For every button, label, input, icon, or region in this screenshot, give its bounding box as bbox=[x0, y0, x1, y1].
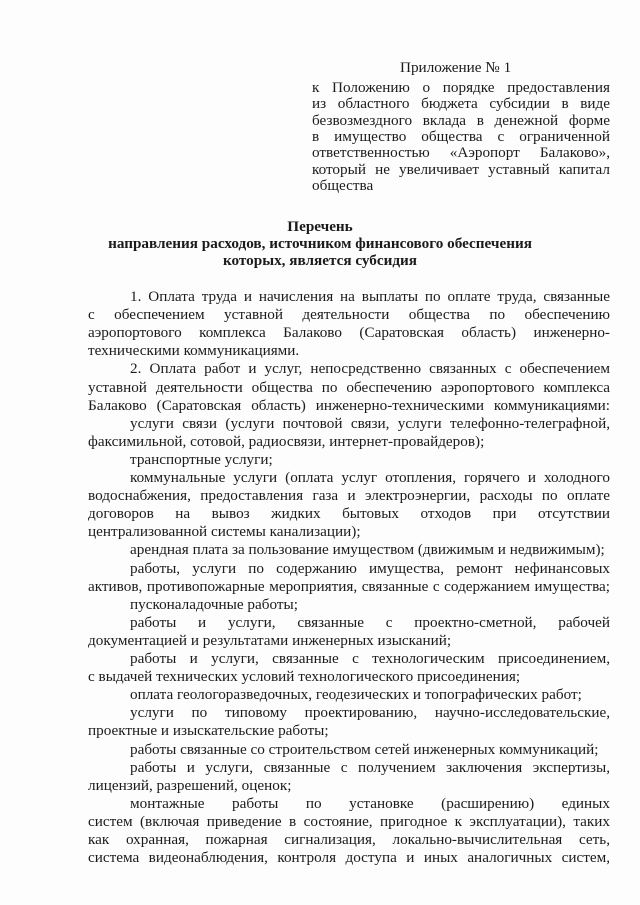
body-line: документацией и результатами инженерных изысканий; bbox=[88, 631, 452, 649]
appendix-line: к Положению о порядке предоставления bbox=[312, 79, 610, 96]
appendix-line: в имущество общества с ограниченной bbox=[312, 127, 610, 145]
document-subtitle-line-2: которых, является субсидия bbox=[222, 252, 418, 269]
body-line: 2. Оплата работ и услуг, непосредственно связанных с обеспечением bbox=[130, 360, 610, 378]
body-line: с обеспечением уставной деятельности общества по обеспечению bbox=[88, 306, 610, 324]
body-line: работы и услуги, связанные с технологическим присоединением, bbox=[130, 650, 610, 667]
body-line: систем (включая приведение в состояние, пригодное к эксплуатации), таких bbox=[88, 812, 610, 830]
body-line: проектные и изыскательские работы; bbox=[88, 722, 329, 740]
body-line: активов, противопожарные мероприятия, связанные с содержанием имущества; bbox=[88, 577, 610, 595]
appendix-line: из областного бюджета субсидии в виде bbox=[312, 95, 610, 113]
body-line: услуги по типовому проектированию, научно-исследовательские, bbox=[130, 704, 610, 722]
body-line: арендная плата за пользование имуществом (движимым и недвижимым); bbox=[130, 541, 605, 559]
body-line: факсимильной, сотовой, радиосвязи, интернет-провайдеров); bbox=[88, 432, 485, 450]
body-line: лицензий, разрешений, оценок; bbox=[88, 776, 292, 794]
body-line: как охранная, пожарная сигнализация, локально-вычислительная сеть, bbox=[88, 831, 610, 848]
body-line: услуги связи (услуги почтовой связи, услуги телефонно-телеграфной, bbox=[130, 414, 610, 432]
body-line: с выдачей технических условий технологического присоединения; bbox=[88, 668, 521, 686]
document-subtitle-line-1: направления расходов, источником финансового обеспечения bbox=[108, 235, 532, 252]
body-line: пусконаладочные работы; bbox=[130, 595, 298, 613]
appendix-line: безвозмездного вклада в денежной форме bbox=[312, 111, 610, 129]
body-line: система видеонаблюдения, контроля доступа и иных аналогичных систем, bbox=[88, 849, 610, 867]
body-line: работы и услуги, связанные с получением заключения экспертизы, bbox=[130, 758, 610, 776]
body-line: техническими коммуникациями. bbox=[88, 342, 300, 360]
appendix-line: который не увеличивает уставный капитал bbox=[312, 160, 610, 178]
body-line: 1. Оплата труда и начисления на выплаты по оплате труда, связанные bbox=[130, 288, 610, 305]
body-line: транспортные услуги; bbox=[130, 450, 273, 468]
body-line: Балаково (Саратовская область) инженерно-техническими коммуникациями: bbox=[88, 396, 610, 414]
body-line: централизованной системы канализации); bbox=[88, 523, 361, 541]
body-line: договоров на вывоз жидких бытовых отходов при отсутствии bbox=[88, 505, 610, 523]
body-line: водоснабжения, предоставления газа и электроэнергии, расходы по оплате bbox=[88, 487, 610, 505]
appendix-line: ответственностью «Аэропорт Балаково», bbox=[312, 144, 610, 162]
body-line: работы, услуги по содержанию имущества, ремонт нефинансовых bbox=[130, 559, 610, 577]
document-title: Перечень bbox=[287, 218, 353, 235]
appendix-label: Приложение № 1 bbox=[400, 59, 512, 76]
appendix-line: общества bbox=[312, 176, 374, 194]
body-line: оплата геологоразведочных, геодезических и топографических работ; bbox=[130, 686, 582, 704]
body-line: работы и услуги, связанные с проектно-сметной, рабочей bbox=[130, 613, 610, 631]
body-line: аэропортового комплекса Балаково (Саратовская область) инженерно- bbox=[88, 324, 610, 342]
body-line: коммунальные услуги (оплата услуг отопления, горячего и холодного bbox=[130, 469, 610, 486]
body-line: работы связанные со строительством сетей инженерных коммуникаций; bbox=[130, 740, 599, 758]
body-line: монтажные работы по установке (расширению) единых bbox=[130, 794, 610, 812]
body-line: уставной деятельности общества по обеспечению аэропортового комплекса bbox=[88, 378, 610, 396]
